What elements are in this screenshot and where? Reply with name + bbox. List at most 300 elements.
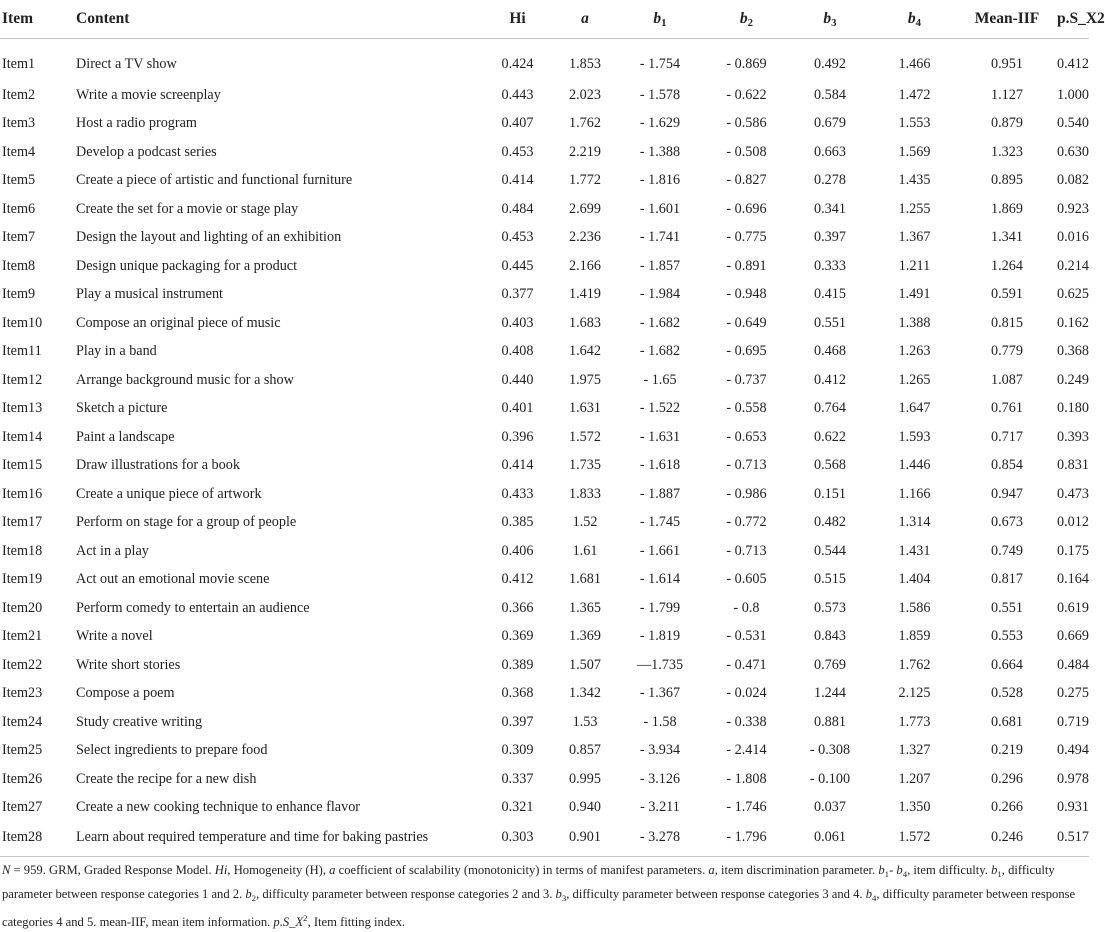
header-ps-x2: p.S_X2 <box>1057 0 1089 39</box>
table-row <box>0 366 1089 395</box>
cell-b1: - 1.367 <box>639 685 681 702</box>
cell-b4: 1.207 <box>898 770 931 787</box>
cell-a: 1.342 <box>569 685 601 702</box>
note-b4: b <box>896 863 903 877</box>
cell-a: 1.507 <box>569 656 601 673</box>
cell-ps-x2: 0.164 <box>1057 571 1089 588</box>
cell-mean-iif: 1.323 <box>991 143 1023 160</box>
table-row <box>0 509 1089 538</box>
cell-b2: - 0.695 <box>726 343 767 360</box>
cell-content: Write a movie screenplay <box>76 86 221 103</box>
cell-item: Item6 <box>2 200 36 217</box>
cell-b3: 0.341 <box>814 200 846 217</box>
cell-b4: 1.404 <box>898 571 931 588</box>
cell-hi: 0.412 <box>501 571 534 588</box>
table-row <box>0 39 1089 82</box>
header-b3 <box>788 0 872 39</box>
cell-b1: - 1.887 <box>639 485 681 502</box>
cell-b1: - 1.745 <box>639 514 681 531</box>
cell-b4: 1.314 <box>898 514 931 531</box>
note-scal-text: coefficient of scalability (monotonicity) in terms of manifest parameters. <box>335 863 709 877</box>
cell-b3: 0.663 <box>814 143 846 160</box>
cell-b3: 0.573 <box>814 599 846 616</box>
cell-b3: - 0.100 <box>809 770 851 787</box>
cell-a: 1.772 <box>569 172 601 189</box>
cell-b3: 0.769 <box>814 656 846 673</box>
cell-item: Item19 <box>2 571 43 588</box>
cell-hi: 0.414 <box>501 172 534 189</box>
header-content: Content <box>76 0 480 39</box>
cell-b3: - 0.308 <box>809 742 851 759</box>
cell-content: Study creative writing <box>76 713 203 730</box>
cell-hi: 0.424 <box>501 55 534 72</box>
cell-b1: - 1.661 <box>639 542 681 559</box>
cell-hi: 0.453 <box>501 143 534 160</box>
table-row <box>0 794 1089 823</box>
cell-ps-x2: 0.275 <box>1057 685 1089 702</box>
cell-ps-x2: 1.000 <box>1057 86 1089 103</box>
cell-b4: 2.125 <box>898 685 931 702</box>
cell-mean-iif: 1.087 <box>991 371 1023 388</box>
note-ps-sup: 2 <box>303 913 308 923</box>
cell-b1: - 1.631 <box>639 428 681 445</box>
cell-ps-x2: 0.368 <box>1057 343 1089 360</box>
note-a-text: , item discrimination parameter. <box>714 863 879 877</box>
cell-ps-x2: 0.978 <box>1057 770 1089 787</box>
cell-b2: - 0.024 <box>726 685 767 702</box>
cell-b2: - 0.696 <box>726 200 767 217</box>
cell-content: Arrange background music for a show <box>76 371 294 388</box>
cell-hi: 0.366 <box>501 599 534 616</box>
cell-b1: - 1.819 <box>639 628 681 645</box>
cell-b2: - 0.986 <box>726 485 767 502</box>
cell-hi: 0.369 <box>501 628 534 645</box>
cell-a: 1.419 <box>569 286 601 303</box>
cell-mean-iif: 0.817 <box>991 571 1023 588</box>
cell-item: Item13 <box>2 400 43 417</box>
table-row <box>0 395 1089 424</box>
cell-b2: - 0.338 <box>726 713 767 730</box>
cell-hi: 0.443 <box>501 86 534 103</box>
cell-content: Design the layout and lighting of an exhibition <box>76 229 342 246</box>
cell-b2: - 0.653 <box>726 428 767 445</box>
cell-item: Item27 <box>2 799 43 816</box>
cell-a: 1.52 <box>572 514 598 531</box>
cell-item: Item21 <box>2 628 43 645</box>
cell-mean-iif: 0.528 <box>991 685 1023 702</box>
cell-b4: 1.255 <box>898 200 931 217</box>
cell-b1: - 1.614 <box>639 571 681 588</box>
table-row <box>0 138 1089 167</box>
cell-item: Item7 <box>2 229 36 246</box>
cell-b2: - 0.8 <box>733 599 760 616</box>
cell-a: 0.901 <box>569 828 601 845</box>
cell-hi: 0.408 <box>501 343 534 360</box>
cell-hi: 0.385 <box>501 514 534 531</box>
note-b3: b <box>555 887 562 901</box>
table-row <box>0 81 1089 110</box>
cell-b4: 1.166 <box>898 485 931 502</box>
cell-mean-iif: 0.895 <box>991 172 1023 189</box>
cell-b1: - 1.741 <box>639 229 681 246</box>
note-b1x: b <box>991 863 998 877</box>
note-a2: a <box>708 863 715 877</box>
cell-b4: 1.327 <box>898 742 931 759</box>
cell-ps-x2: 0.175 <box>1057 542 1089 559</box>
cell-b4: 1.586 <box>898 599 931 616</box>
cell-b1: - 1.522 <box>639 400 681 417</box>
cell-b4: 1.569 <box>898 143 931 160</box>
cell-a: 0.995 <box>569 770 601 787</box>
header-item: Item <box>0 0 76 39</box>
cell-b2: - 0.713 <box>726 542 767 559</box>
table-row <box>0 566 1089 595</box>
cell-content: Play in a band <box>76 343 157 360</box>
header-b3-sub: 3 <box>831 16 837 29</box>
cell-a: 1.683 <box>569 314 601 331</box>
cell-a: 1.369 <box>569 628 601 645</box>
cell-content: Create the set for a movie or stage play <box>76 200 299 217</box>
cell-a: 1.735 <box>569 457 601 474</box>
cell-hi: 0.433 <box>501 485 534 502</box>
cell-b1: - 3.934 <box>639 742 681 759</box>
cell-b3: 0.415 <box>814 286 846 303</box>
note-b4x-text: , difficulty parameter between response categories 4 and 5. mean-IIF, mean item information. <box>2 887 1076 929</box>
cell-item: Item5 <box>2 172 36 189</box>
cell-b3: 0.568 <box>814 457 846 474</box>
note-b1x-sub: 1 <box>997 869 1002 879</box>
cell-mean-iif: 0.947 <box>991 485 1023 502</box>
cell-b3: 0.843 <box>814 628 846 645</box>
cell-hi: 0.303 <box>501 828 534 845</box>
cell-b2: - 0.772 <box>726 514 767 531</box>
cell-mean-iif: 0.296 <box>991 770 1023 787</box>
cell-ps-x2: 0.012 <box>1057 514 1089 531</box>
cell-a: 1.833 <box>569 485 601 502</box>
note-hi-text: , Homogeneity (H), <box>227 863 330 877</box>
cell-item: Item15 <box>2 457 43 474</box>
cell-a: 1.853 <box>569 55 601 72</box>
cell-b3: 0.151 <box>814 485 846 502</box>
table-row <box>0 651 1089 680</box>
cell-b2: - 0.775 <box>726 229 767 246</box>
cell-hi: 0.406 <box>501 542 534 559</box>
table-row <box>0 822 1089 852</box>
cell-b1: - 1.618 <box>639 457 681 474</box>
cell-item: Item1 <box>2 55 36 72</box>
cell-item: Item23 <box>2 685 43 702</box>
cell-b1: - 1.578 <box>639 86 681 103</box>
cell-item: Item9 <box>2 286 36 303</box>
note-b4x-sub: 4 <box>871 893 877 903</box>
note-ps: p.S_X <box>273 915 304 929</box>
table-row <box>0 309 1089 338</box>
cell-content: Direct a TV show <box>76 55 177 72</box>
cell-b2: - 0.622 <box>726 86 767 103</box>
header-a: a <box>555 0 615 39</box>
cell-a: 2.699 <box>569 200 601 217</box>
cell-item: Item18 <box>2 542 43 559</box>
cell-b3: 0.515 <box>814 571 846 588</box>
cell-b2: - 0.869 <box>726 55 767 72</box>
cell-hi: 0.389 <box>501 656 534 673</box>
cell-b4: 1.472 <box>898 86 931 103</box>
cell-mean-iif: 0.951 <box>991 55 1023 72</box>
note-range-dash: - <box>889 863 897 877</box>
cell-item: Item4 <box>2 143 36 160</box>
cell-item: Item14 <box>2 428 43 445</box>
cell-item: Item28 <box>2 828 43 845</box>
cell-b2: - 0.471 <box>726 656 767 673</box>
cell-mean-iif: 1.869 <box>991 200 1023 217</box>
cell-b2: - 0.586 <box>726 115 767 132</box>
cell-content: Learn about required temperature and time for baking pastries <box>76 828 429 845</box>
cell-mean-iif: 1.341 <box>991 229 1023 246</box>
cell-content: Compose a poem <box>76 685 175 702</box>
cell-mean-iif: 0.673 <box>991 514 1023 531</box>
cell-b3: 0.544 <box>814 542 846 559</box>
header-b1-label: b <box>653 9 662 27</box>
cell-item: Item26 <box>2 770 43 787</box>
table-row <box>0 737 1089 766</box>
cell-hi: 0.414 <box>501 457 534 474</box>
cell-b1: - 1.388 <box>639 143 681 160</box>
cell-content: Play a musical instrument <box>76 286 223 303</box>
table-row <box>0 338 1089 367</box>
cell-b2: - 0.605 <box>726 571 767 588</box>
cell-hi: 0.403 <box>501 314 534 331</box>
cell-b1: - 3.278 <box>639 828 681 845</box>
note-b4-sub: 4 <box>902 869 908 879</box>
table-row <box>0 252 1089 281</box>
cell-mean-iif: 0.266 <box>991 799 1023 816</box>
cell-a: 1.53 <box>572 713 598 730</box>
table-row <box>0 594 1089 623</box>
note-b2: b <box>245 887 252 901</box>
cell-b3: 0.584 <box>814 86 846 103</box>
cell-item: Item17 <box>2 514 43 531</box>
cell-ps-x2: 0.473 <box>1057 485 1089 502</box>
table-row <box>0 480 1089 509</box>
cell-b4: 1.265 <box>898 371 931 388</box>
cell-b2: - 0.531 <box>726 628 767 645</box>
cell-a: 2.023 <box>569 86 601 103</box>
cell-b4: 1.350 <box>898 799 931 816</box>
cell-b1: - 1.857 <box>639 257 681 274</box>
cell-content: Write short stories <box>76 656 181 673</box>
cell-ps-x2: 0.494 <box>1057 742 1089 759</box>
cell-item: Item16 <box>2 485 43 502</box>
cell-mean-iif: 0.717 <box>991 428 1023 445</box>
note-b2-text: , difficulty parameter between response categories 2 and 3. <box>256 887 556 901</box>
cell-item: Item12 <box>2 371 43 388</box>
cell-b1: - 1.816 <box>639 172 681 189</box>
cell-content: Write a novel <box>76 628 153 645</box>
header-b2 <box>705 0 788 39</box>
cell-ps-x2: 0.180 <box>1057 400 1089 417</box>
cell-b3: 0.679 <box>814 115 846 132</box>
cell-b2: - 1.746 <box>726 799 767 816</box>
cell-b3: 0.468 <box>814 343 846 360</box>
cell-ps-x2: 0.923 <box>1057 200 1089 217</box>
cell-b2: - 0.649 <box>726 314 767 331</box>
cell-b4: 1.367 <box>898 229 931 246</box>
cell-b3: 0.622 <box>814 428 846 445</box>
note-a: a <box>329 863 336 877</box>
cell-content: Draw illustrations for a book <box>76 457 240 474</box>
cell-mean-iif: 0.681 <box>991 713 1023 730</box>
table-row <box>0 765 1089 794</box>
cell-mean-iif: 0.879 <box>991 115 1023 132</box>
cell-b2: - 0.737 <box>726 371 767 388</box>
cell-content: Create the recipe for a new dish <box>76 770 257 787</box>
note-b2-sub: 2 <box>251 893 257 903</box>
cell-b4: 1.263 <box>898 343 931 360</box>
cell-ps-x2: 0.517 <box>1057 828 1089 845</box>
cell-content: Perform on stage for a group of people <box>76 514 297 531</box>
cell-a: 1.642 <box>569 343 601 360</box>
cell-ps-x2: 0.931 <box>1057 799 1089 816</box>
cell-mean-iif: 0.551 <box>991 599 1023 616</box>
cell-ps-x2: 0.831 <box>1057 457 1089 474</box>
header-mean-iif: Mean-IIF <box>957 0 1057 39</box>
header-b2-sub: 2 <box>747 16 754 29</box>
cell-ps-x2: 0.630 <box>1057 143 1089 160</box>
cell-item: Item11 <box>2 343 42 360</box>
cell-ps-x2: 0.540 <box>1057 115 1089 132</box>
cell-b3: 1.244 <box>814 685 846 702</box>
cell-b1: - 1.65 <box>643 371 677 388</box>
cell-a: 2.166 <box>569 257 601 274</box>
cell-hi: 0.337 <box>501 770 534 787</box>
cell-b3: 0.764 <box>814 400 846 417</box>
cell-b4: 1.431 <box>898 542 931 559</box>
cell-item: Item20 <box>2 599 43 616</box>
cell-content: Create a new cooking technique to enhance flavor <box>76 799 361 816</box>
header-row <box>0 0 1089 39</box>
cell-b2: - 1.808 <box>726 770 767 787</box>
cell-mean-iif: 0.779 <box>991 343 1023 360</box>
cell-b4: 1.553 <box>898 115 931 132</box>
cell-b2: - 0.891 <box>726 257 767 274</box>
cell-hi: 0.377 <box>501 286 534 303</box>
cell-hi: 0.445 <box>501 257 534 274</box>
note-b1-sub: 1 <box>884 869 890 879</box>
table-row <box>0 167 1089 196</box>
cell-content: Develop a podcast series <box>76 143 217 160</box>
table-row <box>0 537 1089 566</box>
cell-b1: - 3.211 <box>640 799 680 816</box>
table-row <box>0 195 1089 224</box>
cell-hi: 0.484 <box>501 200 534 217</box>
header-hi: Hi <box>480 0 555 39</box>
note-n-text: = 959. GRM, Graded Response Model. <box>10 863 215 877</box>
table-row <box>0 281 1089 310</box>
header-b4 <box>872 0 957 39</box>
cell-ps-x2: 0.669 <box>1057 628 1089 645</box>
cell-b1: —1.735 <box>636 656 684 673</box>
note-hi: Hi <box>214 863 228 877</box>
cell-b3: 0.333 <box>814 257 846 274</box>
cell-ps-x2: 0.484 <box>1057 656 1089 673</box>
cell-mean-iif: 0.749 <box>991 542 1023 559</box>
cell-content: Paint a landscape <box>76 428 175 445</box>
cell-ps-x2: 0.162 <box>1057 314 1089 331</box>
cell-mean-iif: 0.815 <box>991 314 1023 331</box>
cell-ps-x2: 0.393 <box>1057 428 1089 445</box>
cell-hi: 0.396 <box>501 428 534 445</box>
cell-b1: - 1.682 <box>639 343 681 360</box>
cell-b4: 1.435 <box>898 172 931 189</box>
cell-b2: - 0.508 <box>726 143 767 160</box>
header-b1-sub: 1 <box>661 16 667 29</box>
cell-content: Act in a play <box>76 542 149 559</box>
cell-a: 1.631 <box>569 400 601 417</box>
cell-content: Design unique packaging for a product <box>76 257 298 274</box>
table-row <box>0 708 1089 737</box>
cell-b1: - 1.629 <box>639 115 681 132</box>
cell-hi: 0.453 <box>501 229 534 246</box>
cell-content: Act out an emotional movie scene <box>76 571 270 588</box>
note-b1x-text: , difficulty parameter between response categories 1 and 2. <box>2 863 1055 901</box>
note-range-text: , item difficulty. <box>907 863 992 877</box>
cell-hi: 0.397 <box>501 713 534 730</box>
cell-b4: 1.647 <box>898 400 931 417</box>
header-b2-label: b <box>739 9 748 27</box>
cell-hi: 0.321 <box>501 799 534 816</box>
cell-b4: 1.762 <box>898 656 931 673</box>
note-b1: b <box>878 863 885 877</box>
cell-mean-iif: 0.591 <box>991 286 1023 303</box>
cell-hi: 0.407 <box>501 115 534 132</box>
cell-b4: 1.593 <box>898 428 931 445</box>
cell-b1: - 3.126 <box>639 770 681 787</box>
cell-item: Item3 <box>2 115 36 132</box>
cell-ps-x2: 0.412 <box>1057 55 1089 72</box>
cell-item: Item2 <box>2 86 36 103</box>
cell-b3: 0.881 <box>814 713 846 730</box>
cell-ps-x2: 0.082 <box>1057 172 1089 189</box>
cell-content: Sketch a picture <box>76 400 168 417</box>
note-b3-sub: 3 <box>561 893 567 903</box>
cell-ps-x2: 0.214 <box>1057 257 1089 274</box>
cell-hi: 0.401 <box>501 400 534 417</box>
cell-ps-x2: 0.619 <box>1057 599 1089 616</box>
cell-a: 2.236 <box>569 229 601 246</box>
cell-b3: 0.278 <box>814 172 846 189</box>
cell-b1: - 1.58 <box>643 713 677 730</box>
note-n: N <box>2 863 11 877</box>
cell-a: 1.61 <box>572 542 598 559</box>
cell-b4: 1.773 <box>898 713 931 730</box>
cell-b2: - 0.948 <box>726 286 767 303</box>
cell-item: Item22 <box>2 656 43 673</box>
cell-b1: - 1.984 <box>639 286 681 303</box>
cell-ps-x2: 0.719 <box>1057 713 1089 730</box>
cell-b1: - 1.601 <box>639 200 681 217</box>
header-b4-sub: 4 <box>915 16 922 29</box>
cell-b3: 0.412 <box>814 371 846 388</box>
cell-mean-iif: 0.246 <box>991 828 1023 845</box>
cell-item: Item8 <box>2 257 36 274</box>
cell-b2: - 0.713 <box>726 457 767 474</box>
cell-mean-iif: 0.854 <box>991 457 1023 474</box>
header-b4-label: b <box>907 9 916 27</box>
table-header <box>0 0 1105 39</box>
table-footnote <box>0 857 1089 932</box>
cell-a: 1.975 <box>569 371 601 388</box>
cell-content: Create a piece of artistic and functional furniture <box>76 172 353 189</box>
